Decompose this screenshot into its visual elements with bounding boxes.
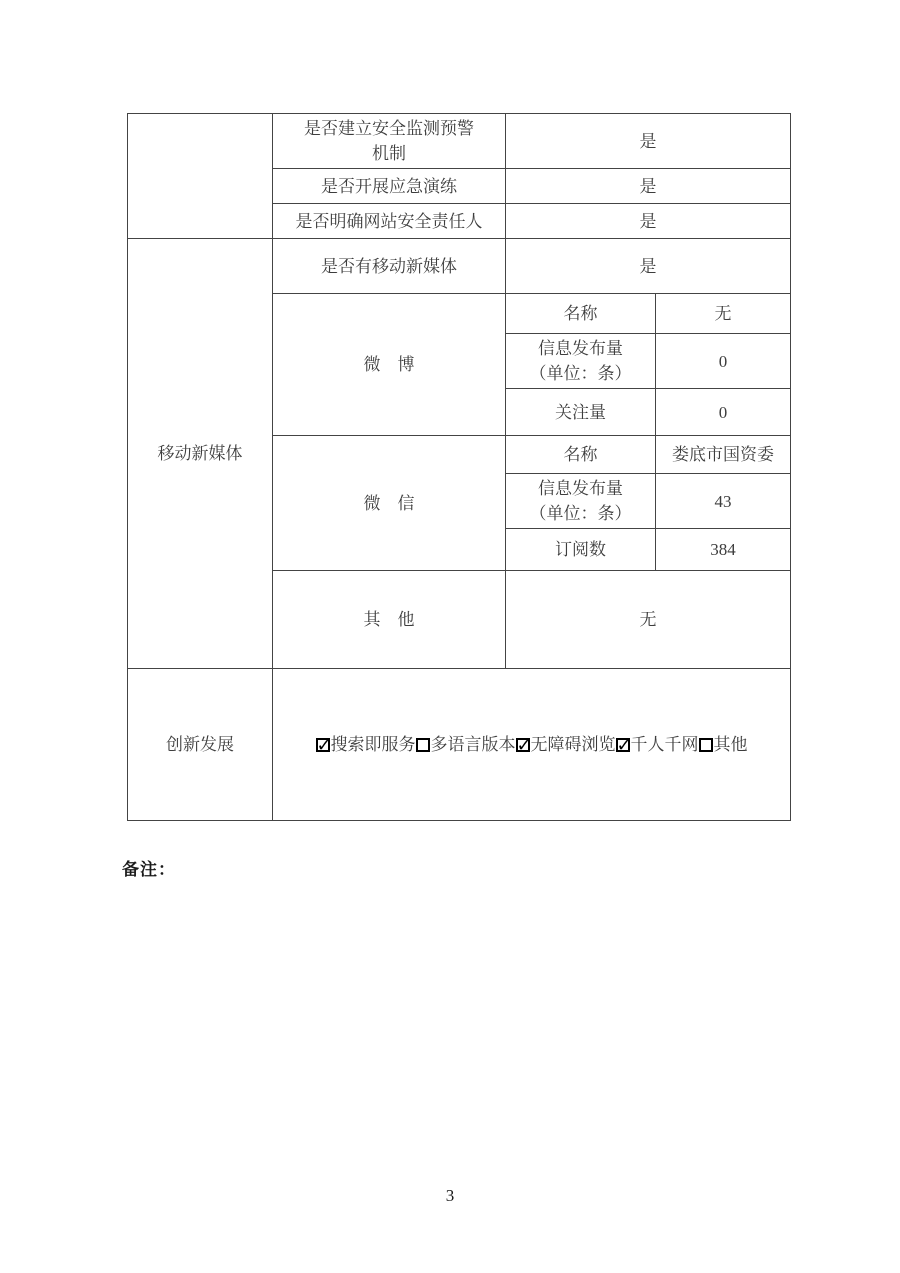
wechat-subscribers-value: 384 bbox=[656, 529, 791, 571]
checkbox-other-icon[interactable] bbox=[699, 738, 713, 752]
weibo-label-cell: 微 博 bbox=[273, 294, 506, 436]
page-number: 3 bbox=[445, 1186, 455, 1205]
security-row-label: 是否明确网站安全责任人 bbox=[273, 204, 506, 239]
checkbox-personalized-web-icon[interactable] bbox=[616, 738, 630, 752]
wechat-name-label: 名称 bbox=[506, 436, 656, 474]
innovation-options bbox=[277, 732, 786, 757]
row-label-line: 机制 bbox=[372, 144, 406, 163]
option-label: 搜索即服务 bbox=[330, 735, 416, 754]
row-label-line: 是否建立安全监测预警 bbox=[304, 119, 474, 138]
weibo-posts-label bbox=[506, 334, 656, 389]
wechat-posts-value: 43 bbox=[656, 474, 791, 529]
table-row bbox=[128, 114, 791, 169]
row-label-line: 信息发布量 bbox=[538, 339, 623, 358]
option-label: 其他 bbox=[713, 735, 748, 754]
has-mobile-value: 是 bbox=[506, 239, 791, 294]
wechat-label-cell: 微 信 bbox=[273, 436, 506, 571]
option-accessibility bbox=[516, 735, 616, 754]
weibo-followers-value: 0 bbox=[656, 389, 791, 436]
weibo-name-value: 无 bbox=[656, 294, 791, 334]
row-label-line: （单位：条） bbox=[529, 364, 632, 383]
remarks-label: 备注： bbox=[122, 860, 176, 879]
row-label-line: 信息发布量 bbox=[538, 479, 623, 498]
option-label: 千人千网 bbox=[630, 735, 699, 754]
other-media-label: 其 他 bbox=[273, 571, 506, 669]
annual-report-table bbox=[127, 113, 791, 821]
weibo-name-label: 名称 bbox=[506, 294, 656, 334]
weibo-posts-value: 0 bbox=[656, 334, 791, 389]
innovation-options-cell bbox=[273, 669, 791, 821]
option-label: 多语言版本 bbox=[430, 735, 516, 754]
security-row-value: 是 bbox=[506, 169, 791, 204]
option-search-as-service bbox=[316, 735, 416, 754]
security-row-label: 是否开展应急演练 bbox=[273, 169, 506, 204]
security-row-label bbox=[273, 114, 506, 169]
category-cell-security-empty bbox=[128, 114, 273, 239]
security-row-value: 是 bbox=[506, 204, 791, 239]
checkbox-accessibility-icon[interactable] bbox=[516, 738, 530, 752]
weibo-followers-label: 关注量 bbox=[506, 389, 656, 436]
option-other bbox=[699, 735, 748, 754]
option-multilingual bbox=[416, 735, 516, 754]
other-media-value: 无 bbox=[506, 571, 791, 669]
option-personalized-web bbox=[616, 735, 699, 754]
security-row-value: 是 bbox=[506, 114, 791, 169]
wechat-subscribers-label: 订阅数 bbox=[506, 529, 656, 571]
option-label: 无障碍浏览 bbox=[530, 735, 616, 754]
category-cell-innovation: 创新发展 bbox=[128, 669, 273, 821]
checkbox-search-as-service-icon[interactable] bbox=[316, 738, 330, 752]
wechat-posts-label bbox=[506, 474, 656, 529]
category-cell-mobile-media: 移动新媒体 bbox=[128, 239, 273, 669]
checkbox-multilingual-icon[interactable] bbox=[416, 738, 430, 752]
row-label-line: （单位：条） bbox=[529, 504, 632, 523]
wechat-name-value: 娄底市国资委 bbox=[656, 436, 791, 474]
has-mobile-label: 是否有移动新媒体 bbox=[273, 239, 506, 294]
table-row bbox=[128, 239, 791, 294]
table-row bbox=[128, 669, 791, 821]
